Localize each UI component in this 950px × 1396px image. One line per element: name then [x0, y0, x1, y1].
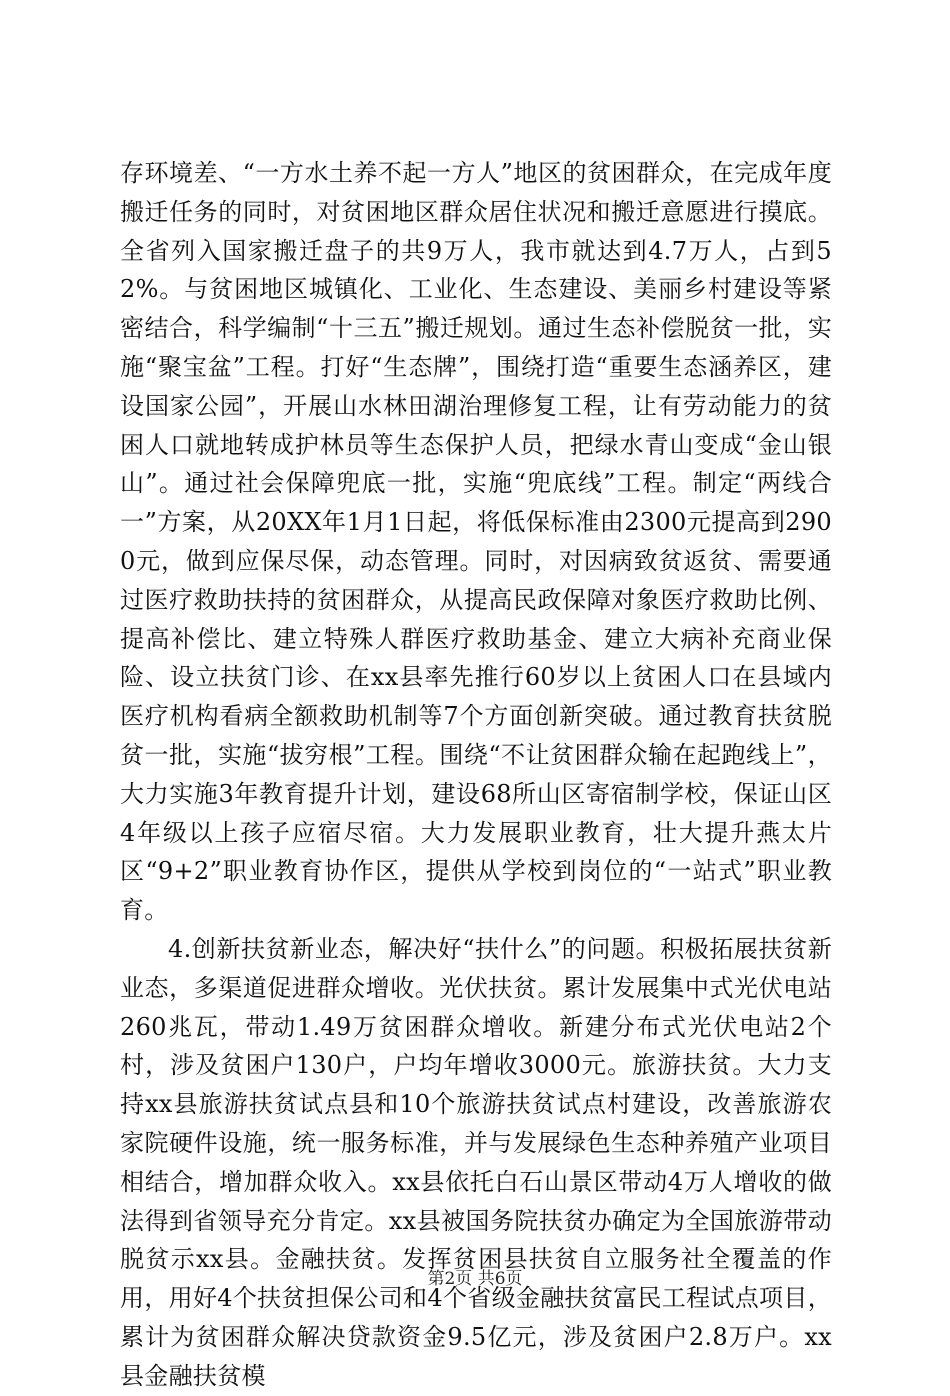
paragraph-section-4: 4.创新扶贫新业态，解决好“扶什么”的问题。积极拓展扶贫新业态，多渠道促进群众增收。光伏扶贫。累计发展集中式光伏电站260兆瓦，带动1.49万贫困群众增收。新建分布式光伏电站2个村，涉及贫困户130户，户均年增收3000元。旅游扶贫。大力支持xx县旅游扶贫试点县和10个旅游扶贫试点村建设，改善旅游农家院硬件设施，统一服务标准，并与发展绿色生态种养殖产业项目相结合，增加群众收入。xx县依托白石山景区带动4万人增收的做法得到省领导充分肯定。xx县被国务院扶贫办确定为全国旅游带动脱贫示xx县。金融扶贫。发挥贫困县扶贫自立服务社全覆盖的作用，用好4个扶贫担保公司和4个省级金融扶贫富民工程试点项目，累计为贫困群众解决贷款资金9.5亿元，涉及贫困户2.8万户。xx县金融扶贫模 — [120, 934, 832, 1390]
page-number-footer: 第2页 共6页 — [427, 1269, 523, 1289]
document-body — [120, 154, 832, 1396]
paragraph-continuation: 存环境差、“一方水土养不起一方人”地区的贫困群众，在完成年度搬迁任务的同时，对贫困地区群众居住状况和搬迁意愿进行摸底。全省列入国家搬迁盘子的共9万人，我市就达到4.7万人，占到52%。与贫困地区城镇化、工业化、生态建设、美丽乡村建设等紧密结合，科学编制“十三五”搬迁规划。通过生态补偿脱贫一批，实施“聚宝盆”工程。打好“生态牌”，围绕打造“重要生态涵养区，建设国家公园”，开展山水林田湖治理修复工程，让有劳动能力的贫困人口就地转成护林员等生态保护人员，把绿水青山变成“金山银山”。通过社会保障兜底一批，实施“兜底线”工程。制定“两线合一”方案，从20XX年1月1日起，将低保标准由2300元提高到2900元，做到应保尽保，动态管理。同时，对因病致贫返贫、需要通过医疗救助扶持的贫困群众，从提高民政保障对象医疗救助比例、提高补偿比、建立特殊人群医疗救助基金、建立大病补充商业保险、设立扶贫门诊、在xx县率先推行60岁以上贫困人口在县域内医疗机构看病全额救助机制等7个方面创新突破。通过教育扶贫脱贫一批，实施“拔穷根”工程。围绕“不让贫困群众输在起跑线上”，大力实施3年教育提升计划，建设68所山区寄宿制学校，保证山区4年级以上孩子应宿尽宿。大力发展职业教育，壮大提升燕太片区“9+2”职业教育协作区，提供从学校到岗位的“一站式”职业教育。 — [120, 159, 832, 925]
